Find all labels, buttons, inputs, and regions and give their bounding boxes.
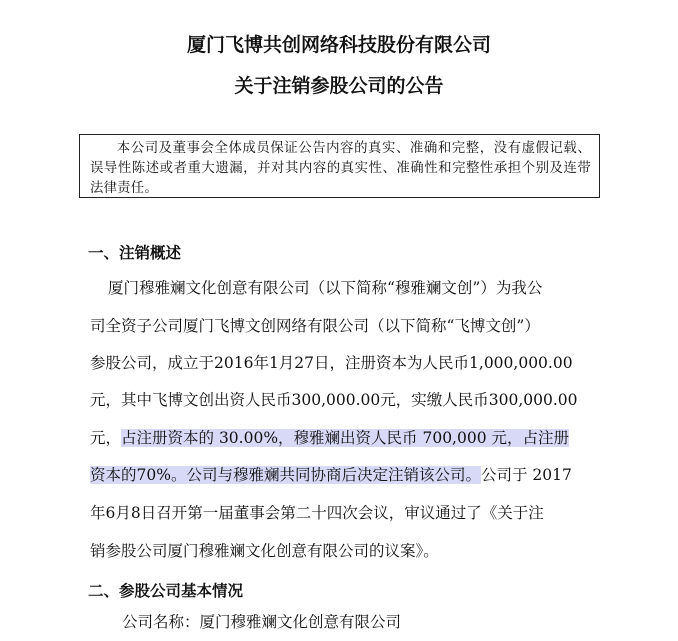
paragraph-line: 厦门穆雅斓文化创意有限公司（以下简称“穆雅斓文创”）为我公 xyxy=(108,279,543,297)
document-title: 厦门飞博共创网络科技股份有限公司 xyxy=(186,34,491,56)
paragraph-line xyxy=(90,462,590,488)
section2-heading: 二、参股公司基本情况 xyxy=(88,582,244,600)
highlighted-text[interactable]: 资本的70%。公司与穆雅斓共同协商后决定注销该公司。 xyxy=(90,466,481,484)
company-name-line: 公司名称：厦门穆雅斓文化创意有限公司 xyxy=(122,613,402,631)
document-subtitle: 关于注销参股公司的公告 xyxy=(234,75,444,97)
paragraph-line: 参股公司，成立于2016年1月27日，注册资本为人民币1,000,000.00 xyxy=(90,354,573,372)
disclaimer-text: 本公司及董事会全体成员保证公告内容的真实、准确和完整，没有虚假记载、误导性陈述或者重大遗漏，并对其内容的真实性、准确性和完整性承担个别及连带法律责任。 xyxy=(90,141,591,196)
paragraph-line xyxy=(90,425,590,451)
text-segment: 公司于 2017 xyxy=(480,466,572,484)
section1-heading: 一、注销概述 xyxy=(88,244,182,262)
paragraph-line: 司全资子公司厦门飞博文创网络有限公司（以下简称“飞博文创”） xyxy=(90,317,540,335)
paragraph-line: 元，其中飞博文创出资人民币300,000.00元，实缴人民币300,000.00 xyxy=(90,391,578,409)
paragraph-line: 销参股公司厦门穆雅斓文化创意有限公司的议案》。 xyxy=(90,542,439,560)
disclaimer-box xyxy=(79,134,600,198)
highlighted-text[interactable]: 占注册资本的 30.00%，穆雅斓出资人民币 700,000 元，占注册 xyxy=(121,429,569,447)
paragraph-line: 年6月8日召开第一届董事会第二十四次会议，审议通过了《关于注 xyxy=(90,504,544,522)
text-segment: 元， xyxy=(90,429,122,447)
